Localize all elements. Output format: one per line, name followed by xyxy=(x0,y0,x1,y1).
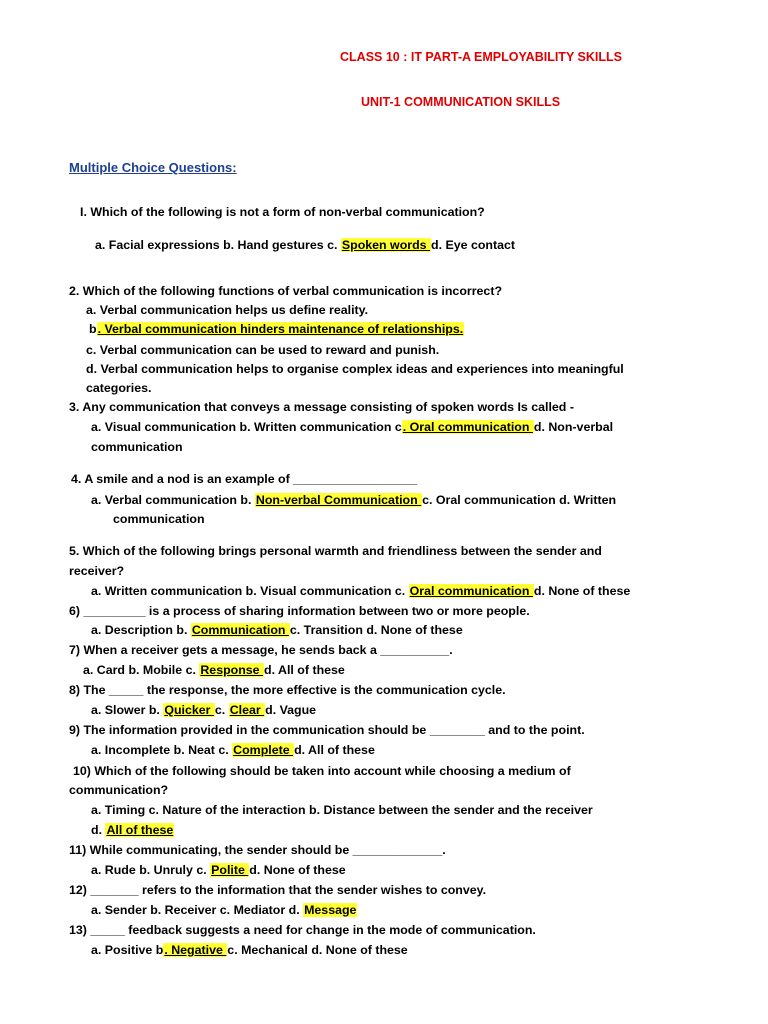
line-text: a. Slower b. xyxy=(91,703,164,717)
line-text: 12) _______ refers to the information that the sender wishes to convey. xyxy=(69,883,487,897)
highlighted-answer: Oral communication xyxy=(409,584,533,598)
line-text: a. Card b. Mobile c. xyxy=(83,663,200,677)
line-text: a. Rude b. Unruly c. xyxy=(91,863,211,877)
line-text: d. None of these xyxy=(249,863,346,877)
line-text: a. Verbal communication helps us define reality. xyxy=(86,303,369,317)
highlighted-answer: All of these xyxy=(106,823,174,837)
question-line xyxy=(69,641,453,659)
question-line xyxy=(69,282,502,300)
question-line xyxy=(86,341,439,359)
line-text: 10) Which of the following should be taken into account while choosing a medium of xyxy=(73,764,571,778)
line-text: a. Positive b xyxy=(91,943,164,957)
question-line xyxy=(83,661,345,679)
question-line xyxy=(69,921,536,939)
line-text: 5. Which of the following brings personal warmth and friendliness between the sender and xyxy=(69,544,602,558)
highlighted-answer: . Oral communication xyxy=(402,420,533,434)
question-line xyxy=(69,602,530,620)
highlighted-answer: Communication xyxy=(191,623,289,637)
question-line xyxy=(86,301,368,319)
highlighted-answer: Clear xyxy=(229,703,265,717)
line-text: 13) _____ feedback suggests a need for change in the mode of communication. xyxy=(69,923,536,937)
line-text: c. Mechanical d. None of these xyxy=(227,943,408,957)
line-text: a. Incomplete b. Neat c. xyxy=(91,743,233,757)
question-line xyxy=(69,721,585,739)
highlighted-answer: Complete xyxy=(233,743,294,757)
line-text: c. Transition d. None of these xyxy=(289,623,463,637)
line-text: c. Verbal communication can be used to reward and punish. xyxy=(86,343,440,357)
line-text: 11) While communicating, the sender should be _____________. xyxy=(69,843,446,857)
line-text: d. Vague xyxy=(265,703,317,717)
highlighted-answer: Response xyxy=(200,663,264,677)
question-line xyxy=(91,418,613,436)
line-text: d. Non-verbal xyxy=(533,420,614,434)
line-text: a. Sender b. Receiver c. Mediator d. xyxy=(91,903,304,917)
line-text: 9) The information provided in the communication should be ________ and to the point. xyxy=(69,723,585,737)
question-line xyxy=(86,379,151,397)
question-line xyxy=(91,741,375,759)
line-text: a. Written communication b. Visual communication c. xyxy=(91,584,409,598)
line-text: 8) The _____ the response, the more effective is the communication cycle. xyxy=(69,683,506,697)
line-text: d. All of these xyxy=(264,663,345,677)
question-line xyxy=(91,491,616,509)
question-line xyxy=(69,542,602,560)
question-line xyxy=(91,861,346,879)
line-text: d. xyxy=(91,823,106,837)
line-text: communication xyxy=(91,440,183,454)
line-text: categories. xyxy=(86,381,152,395)
line-text: d. Verbal communication helps to organise complex ideas and experiences into meaningful xyxy=(86,362,624,376)
line-text: 3. Any communication that conveys a message consisting of spoken words Is called - xyxy=(69,400,574,414)
question-line xyxy=(91,582,630,600)
highlighted-answer: Quicker xyxy=(164,703,214,717)
question-line xyxy=(69,562,124,580)
highlighted-answer: Spoken words xyxy=(341,238,430,252)
line-text: a. Facial expressions b. Hand gestures c. xyxy=(95,238,341,252)
question-line xyxy=(69,398,574,416)
question-line xyxy=(89,320,464,338)
line-text: d. None of these xyxy=(533,584,631,598)
question-line xyxy=(69,841,446,859)
document-title: CLASS 10 : IT PART-A EMPLOYABILITY SKILLS xyxy=(340,50,622,64)
line-text: a. Verbal communication b. xyxy=(91,493,255,507)
line-text: 6) _________ is a process of sharing information between two or more people. xyxy=(69,604,530,618)
question-line xyxy=(91,901,357,919)
line-text: communication? xyxy=(69,783,169,797)
question-line xyxy=(69,681,506,699)
line-text: a. Description b. xyxy=(91,623,191,637)
line-text: I. Which of the following is not a form of non-verbal communication? xyxy=(80,205,485,219)
line-text: communication xyxy=(113,512,205,526)
question-line xyxy=(95,236,515,254)
line-text: 2. Which of the following functions of verbal communication is incorrect? xyxy=(69,284,503,298)
highlighted-answer: . Verbal communication hinders maintenance of relationships. xyxy=(97,322,464,336)
line-text: a. Visual communication b. Written communication c xyxy=(91,420,402,434)
question-line xyxy=(91,941,408,959)
question-line xyxy=(73,762,571,780)
line-text: b xyxy=(89,322,97,336)
highlighted-answer: Polite xyxy=(211,863,249,877)
question-line xyxy=(91,801,593,819)
question-line xyxy=(80,203,485,221)
question-line xyxy=(86,360,624,378)
line-text: d. Eye contact xyxy=(431,238,516,252)
line-text: d. All of these xyxy=(294,743,375,757)
highlighted-answer: Message xyxy=(304,903,357,917)
highlighted-answer: Non-verbal Communication xyxy=(255,493,422,507)
section-heading: Multiple Choice Questions: xyxy=(69,160,237,175)
question-line xyxy=(91,621,463,639)
line-text: 4. A smile and a nod is an example of __________________ xyxy=(71,472,418,486)
highlighted-answer: . Negative xyxy=(164,943,227,957)
question-line xyxy=(91,438,183,456)
line-text: receiver? xyxy=(69,564,125,578)
line-text: c. Oral communication d. Written xyxy=(422,493,617,507)
question-line xyxy=(69,881,486,899)
question-line xyxy=(71,470,417,488)
line-text: a. Timing c. Nature of the interaction b. Distance between the sender and the receiver xyxy=(91,803,593,817)
line-text: 7) When a receiver gets a message, he sends back a __________. xyxy=(69,643,453,657)
question-line xyxy=(91,701,316,719)
question-line xyxy=(113,510,205,528)
unit-title: UNIT-1 COMMUNICATION SKILLS xyxy=(361,95,561,109)
line-text: c. xyxy=(214,703,229,717)
question-line xyxy=(91,821,174,839)
question-line xyxy=(69,781,168,799)
